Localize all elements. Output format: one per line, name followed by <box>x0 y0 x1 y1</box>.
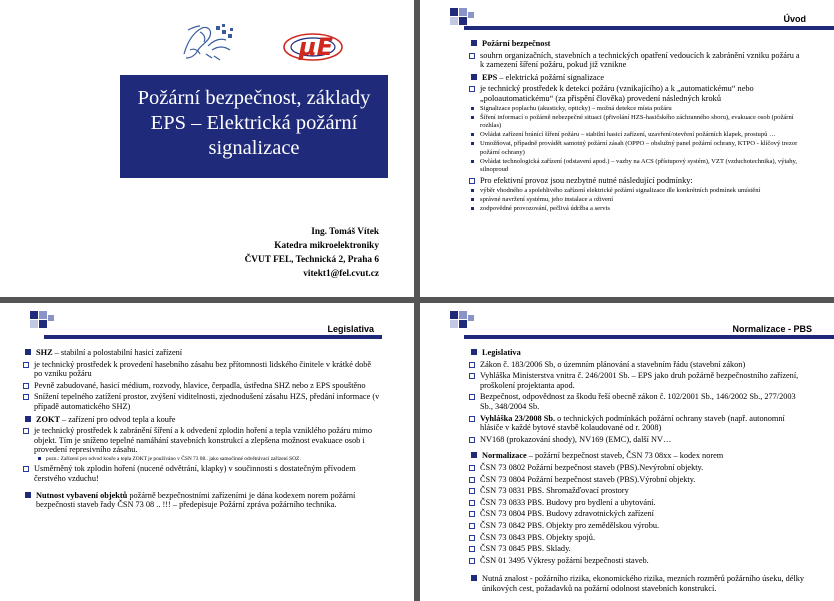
header-rule <box>44 335 382 339</box>
bullet-icon <box>25 492 31 498</box>
bullet-icon <box>469 362 475 368</box>
bullet-icon <box>23 428 29 434</box>
list-item: Umožňovat, případně provádět samotný požární zásah (OPPO – obslužný panel požární ochrany, KTPO - klíčový trezor požární ochrany) <box>468 140 804 156</box>
list-item: ČSN 73 0833 PBS. Budovy pro bydlení a ubytování. <box>468 498 808 508</box>
bullet-icon <box>471 189 474 192</box>
list-item: je technický prostředek k provedení hasebního zásahu bez přítomnosti lidského činitele v krátké době po vzniku požáru <box>22 360 380 379</box>
bullet-icon <box>469 488 475 494</box>
bullet-icon <box>471 452 477 458</box>
list-item: ČSN 73 0845 PBS. Sklady. <box>468 544 808 554</box>
list-item: NV168 (prokazování shody), NV169 (EMC), další NV… <box>468 435 808 445</box>
bullet-icon <box>469 523 475 529</box>
list-item: Usměrněný tok zplodin hoření (nucené odvětrání, klapky) v součinnosti s dostatečným přívodem čerstvého vzduchu! <box>22 464 380 483</box>
bullet-icon <box>469 373 475 379</box>
slide-title-text: Požární bezpečnost, základy EPS – Elektrická požární signalizace <box>137 87 371 159</box>
list-item: Nutnost vybavení objektů požárně bezpečnostními zařízeními je dána kodexem norem požární bezpečnosti staveb řady ČSN 73 08 .. !!! – předepisuje Požární zpráva požárního technika. <box>22 491 380 510</box>
slide-body <box>22 345 380 510</box>
list-item: ZOKT – zařízení pro odvod tepla a kouře <box>22 415 380 425</box>
bullet-icon <box>23 362 29 368</box>
list-item: Požární bezpečnost <box>468 39 804 49</box>
bullet-icon <box>23 394 29 400</box>
bullet-icon <box>469 86 475 92</box>
list-item: souhrn organizačních, stavebních a technických opatření vedoucích k zabránění vzniku požáru a k zamezení šíření požáru, pokud již vznikne <box>468 51 804 70</box>
list-item: Pro efektivní provoz jsou nezbytné nutné následující podmínky: <box>468 176 804 186</box>
bullet-icon <box>471 142 474 145</box>
list-item: ČSN 73 0843 PBS. Objekty spojů. <box>468 533 808 543</box>
list-item: Bezpečnost, odpovědnost za škodu řeší obecně zákon č. 102/2001 Sb., 146/2002 Sb., 277/2003 Sb., 348/2004 Sb. <box>468 392 808 411</box>
author-name: Ing. Tomáš Vítek <box>311 227 379 237</box>
list-item: Normalizace – požární bezpečnost staveb, ČSN 73 08xx – kodex norem <box>468 451 808 461</box>
slide-legislativa <box>0 303 414 601</box>
list-item: ČSN 73 0842 PBS. Objekty pro zemědělskou výrobu. <box>468 521 808 531</box>
bullet-icon <box>469 535 475 541</box>
slide-body <box>468 36 804 213</box>
list-item: ČSN 73 0831 PBS. Shromažďovací prostory <box>468 486 808 496</box>
bullet-icon <box>469 477 475 483</box>
list-item: Šíření informací o požárně nebezpečné situaci (přivolání HZS-hasičského záchranného sboru), evakuace osob (požární rozhlas) <box>468 114 804 130</box>
slide-title <box>0 0 414 297</box>
slide-header: Normalizace - PBS <box>732 324 812 334</box>
list-item: Signalizace poplachu (akusticky, opticky) – možná detekce místa požáru <box>468 105 804 113</box>
list-item: ČSN 73 0804 Požární bezpečnost staveb (PBS).Výrobní objekty. <box>468 475 808 485</box>
corner-decoration <box>450 8 486 28</box>
bullet-icon <box>469 465 475 471</box>
author-address: ČVUT FEL, Technická 2, Praha 6 <box>244 255 379 265</box>
bullet-icon <box>471 74 477 80</box>
slide-uvod <box>420 0 834 297</box>
bullet-icon <box>469 546 475 552</box>
slide-normalizace <box>420 303 834 601</box>
bullet-icon <box>471 575 477 581</box>
bullet-icon <box>469 394 475 400</box>
list-item: Zákon č. 183/2006 Sb, o územním plánování a stavebním řádu (stavební zákon) <box>468 360 808 370</box>
list-item: zodpovědné provozování, pečlivá údržba a servis <box>468 205 804 213</box>
header-rule <box>464 26 834 30</box>
list-item: správné navržení systému, jeho instalace a oživení <box>468 196 804 204</box>
slide-body <box>468 345 808 593</box>
bullet-icon <box>471 207 474 210</box>
bullet-icon <box>23 383 29 389</box>
bullet-icon <box>23 466 29 472</box>
bullet-icon <box>471 349 477 355</box>
bullet-icon <box>469 178 475 184</box>
slide-header: Legislativa <box>327 324 374 334</box>
microelectronics-logo <box>282 27 344 63</box>
bullet-icon <box>469 500 475 506</box>
corner-decoration <box>30 311 66 331</box>
bullet-icon <box>471 133 474 136</box>
list-item: Snížení tepelného zatížení prostor, zvýšení viditelnosti, zjednodušení zásahu HZS, předání informace (v případě automatického SHZ) <box>22 392 380 411</box>
bullet-icon <box>471 116 474 119</box>
cvut-lion-logo <box>178 20 240 62</box>
corner-decoration <box>450 311 486 331</box>
list-item: Pevně zabudované, hasicí médium, rozvody, hlavice, čerpadla, ústředna SHZ nebo z EPS spouštěno <box>22 381 380 391</box>
bullet-icon <box>471 198 474 201</box>
list-item: Ovládat zařízení bránící šíření požáru – stabilní hasicí zařízení, uzavření/otevření požárních klapek, prostupů … <box>468 131 804 139</box>
list-item: Ovládat technologická zařízení (odstavení apod.) – vazby na ACS (přístupový systém), VZT (vzduchotechnika), výtahy, silnoproud <box>468 158 804 174</box>
title-underline <box>120 177 388 178</box>
bullet-icon <box>25 349 31 355</box>
list-item: SHZ – stabilní a polostabilní hasicí zařízení <box>22 348 380 358</box>
author-email: vitekt1@fel.cvut.cz <box>303 269 379 279</box>
author-department: Katedra mikroelektroniky <box>274 241 379 251</box>
bullet-icon <box>469 558 475 564</box>
slide-title-box <box>120 75 388 177</box>
list-item: Legislativa <box>468 348 808 358</box>
bullet-icon <box>471 40 477 46</box>
list-item: Vyhláška 23/2008 Sb. o technických podmínkách požární ochrany staveb (např. autonomní hlásiče v každé bytové stavbě kolaudované od r. 2008) <box>468 414 808 433</box>
list-item: ČSN 73 0804 PBS. Budovy zdravotnických zařízení <box>468 509 808 519</box>
bullet-icon <box>469 511 475 517</box>
list-item: pozn.: Zařízení pro odvod kouře a tepla ZOKT je používáno v ČSN 73 08.. jako samočinné odvětrávací zařízení SOZ. <box>22 456 380 463</box>
bullet-icon <box>38 457 41 460</box>
list-item: Nutná znalost - požárního rizika, ekonomického rizika, mezních rozměrů požárního úseku, délky únikových cest, požadavků na požární odolnost stavebních konstrukcí. <box>468 574 808 593</box>
bullet-icon <box>471 160 474 163</box>
bullet-icon <box>469 437 475 443</box>
bullet-icon <box>469 53 475 59</box>
list-item: výběr vhodného a spolehlivého zařízení elektrické požární signalizace dle konkrétních podmínek umístění <box>468 187 804 195</box>
slide-header: Úvod <box>783 14 806 24</box>
list-item: je technický prostředek k detekci požáru (vznikajícího) a k „automatickému“ nebo „poloautomatickému“ (za přispění člověka) provedení následných kroků <box>468 84 804 103</box>
list-item: EPS – elektrická požární signalizace <box>468 73 804 83</box>
author-block <box>245 225 379 281</box>
list-item: ČSN 73 0802 Požární bezpečnost staveb (PBS).Nevýrobní objekty. <box>468 463 808 473</box>
bullet-icon <box>25 416 31 422</box>
bullet-icon <box>469 416 475 422</box>
list-item: je technický prostředek k zabránění šíření a k odvedení zplodin hoření a tepla vzniklého požáru mimo objekt. Tím je sníženo tepelné namáhání stavebních konstrukcí a zlepšena možnost evakuace osob i provedení represivního zásahu. <box>22 426 380 455</box>
list-item: ČSN 01 3495 Výkresy požární bezpečnosti staveb. <box>468 556 808 566</box>
header-rule <box>464 335 834 339</box>
bullet-icon <box>471 107 474 110</box>
list-item: Vyhláška Ministerstva vnitra č. 246/2001 Sb. – EPS jako druh požárně bezpečnostního zařízení, proškolení projektanta apod. <box>468 371 808 390</box>
logo2-text: μE <box>299 33 334 61</box>
